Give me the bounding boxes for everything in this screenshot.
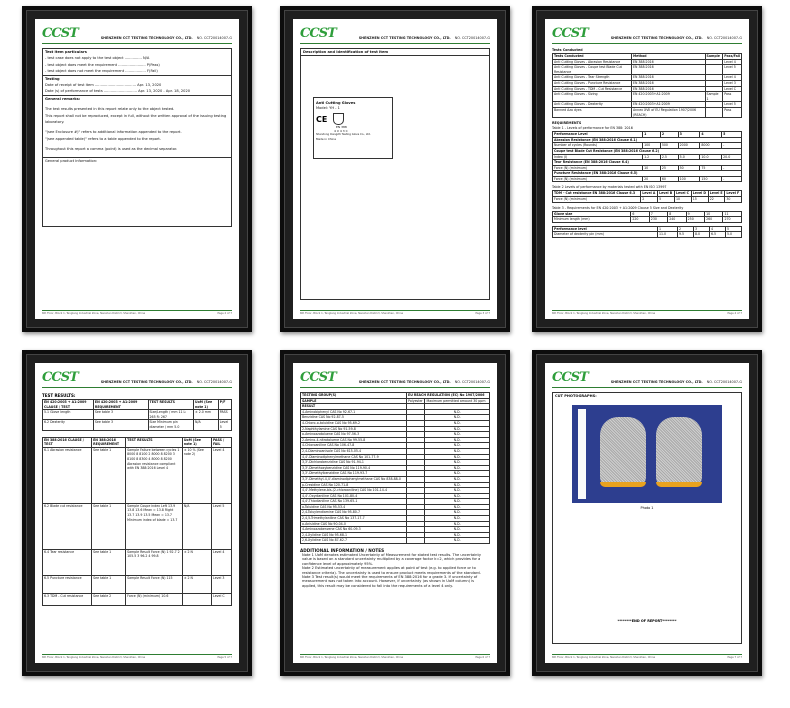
remarks-line: "(see Enclosure #)" refers to additional information appended to the report. xyxy=(45,130,182,135)
table-row: 4,4'-Methylene-bis-(2-chloroaniline) CAS No 101-14-4 N.D. xyxy=(301,488,490,494)
table-row: 4,4'-Thiodianiline CAS No 139-65-1 N.D. xyxy=(301,499,490,505)
particulars-line: - test object does not meet the requirement .................. F(Fail) xyxy=(45,69,158,74)
company-name: Shandong Xiangzhi Testing Glove Co., Ltd. xyxy=(316,133,371,137)
table-row: Force (N) (minimum) 10 25 50 75 - xyxy=(553,165,742,171)
photo-caption: Photo 1 xyxy=(640,506,654,511)
remarks-line: Throughout this report a comma (point) is used as the decimal separator. xyxy=(45,147,178,152)
table-row: 2,4-Diaminoanisole CAS No 615-05-4 N.D. xyxy=(301,448,490,454)
table-row: o-Toluidine CAS No 95-53-4 N.D. xyxy=(301,504,490,510)
table-row: 4,4'-Diaminodiphenylmethane CAS No 101-77-9 N.D. xyxy=(301,454,490,460)
page-frame-6 xyxy=(532,350,762,676)
table-row: 6.4 Tear resistance See table 1 Sample Result Force (N) 1 92.7 2 105.5 3 96.2 4 99.8 ± 2 N Level 4 xyxy=(43,549,232,575)
report-number: NO. CCT20014007-G xyxy=(454,379,490,384)
table-row: 4,4'-Oxydianiline CAS No 101-80-4 N.D. xyxy=(301,493,490,499)
testing-line: Date of receipt of test item .................................... Apr. 13, 2020 xyxy=(45,83,162,88)
test-results-title: TEST RESULTS: xyxy=(42,393,76,398)
table-row: o-Anisidine CAS No 90-04-0 N.D. xyxy=(301,521,490,527)
table-header-cell: Sample xyxy=(705,54,723,60)
testing-title: Testing xyxy=(45,76,60,81)
footer-page-number: Page 2 of 7 xyxy=(217,312,232,315)
tests-conducted-table xyxy=(552,53,742,118)
glove-photo xyxy=(572,405,722,503)
table-row: 2,4,5-Trimethylaniline CAS No 137-17-7 N.D. xyxy=(301,516,490,522)
org-name: SHENZHEN CCT TESTING TECHNOLOGY CO., LTD. xyxy=(358,35,451,40)
table-row: 6.2 Dexterity See table 3 Size Minimum pin diameter / mm 5.0 N/A Level 5 xyxy=(43,420,232,430)
performance-table: Performance Level 1 2 3 4 5 Abrasion Resistance (EN 388:2016 Clause 6.1) Number of cycles (Rounds) 100 500 2000 8000 - Coupe test Blade Cut Resistance (EN 388:2016 Clause 6.2) Index (I) 1.2 2.5 5.0 10.0 20.0 Tear Resistance (EN 388:2016 Clause 6.4) Force (N) (minimum) 10 25 50 75 - Puncture Resistance (EN 388:2016 Clause 6.5) Force (N) (minimum) 20 60 100 150 - xyxy=(552,131,742,182)
document-page-1 xyxy=(35,19,239,319)
table-row: Anti Cutting Gloves - Tear Strength EN 388:2016 Level 4 xyxy=(553,75,742,81)
table-row: o-Aminoazotoluene CAS No 97-56-3 N.D. xyxy=(301,432,490,438)
product-label xyxy=(313,97,393,159)
requirements-title: REQUIREMENTS xyxy=(552,121,582,126)
ce-mark-icon: CE xyxy=(316,114,328,124)
table-caption: Table 2 Levels of performance by materials tested with EN ISO 13997 xyxy=(552,185,667,190)
table-row: Force (N) (minimum) 20 60 100 150 - xyxy=(553,176,742,182)
table-row: Banned Azo dyes Annex XVII of EU Regulation 1907/2006 (REACH) Pass xyxy=(553,107,742,117)
table-row: 6.2 Blade cut resistance See table 1 Sample Coupe index Left 13.9 13.8 13.6 Mean = 13.8 Right 13.7 13.9 13.5 Mean = 13.7 Minimum index of blade = 13.7 N/A Level 5 xyxy=(43,503,232,549)
note-item: Note 1 UoM denotes estimated Uncertainty of Measurement for stated test results. The uncertainty value is based on a standard uncertainty multiplied by a coverage factor k=2, which provides for a confidence level of approximately 95%. xyxy=(302,553,481,566)
page-footer xyxy=(552,310,742,315)
note-item: Note 3 Test result(s) would meet the requirements of EN 388:2016 for a grade 3. If uncertainty of measurement was not taken into account. However, if uncertainty (as shown in UoM column) is applied, this result may be considered to fall into the requirements of a level 4 only. xyxy=(302,575,478,588)
product-name: Anti Cutting Gloves xyxy=(316,101,356,105)
cct-logo: CCST xyxy=(300,25,336,41)
footer-address: 6th Floor, Block 1, Tanglang Industrial Zone, Nanshan District, Shenzhen, China xyxy=(42,656,146,659)
en388-results-table: EN 388:2016 CLAUSE / TEST EN 388:2016 REQUIREMENT TEST RESULTS UoM (See note 1) PASS / FAIL 6.1 Abrasion resistance See table 1 Sample Failure between cycles 1 8000 8 8100 2 8000 8 8200 3 8100 8 8300 4 8000 8 8200 Abrasion resistance compliant with EN 388:2016 Level 4 ± 10 % (See note 2) Level 4 6.2 Blade cut resistance See table 1 Sample Coupe index Left 13.9 13.8 13.6 Mean = 13.8 Right 13.7 13.9 13.5 Mean = 13.7 Minimum index of blade = 13.7 N/A Level 5 6.4 Tear resistance See table 1 Sample Result Force (N) 1 92.7 2 105.5 3 96.2 4 99.8 ± 2 N Level 4 6.5 Puncture resistance See table 1 Sample Result Force (N) 115 ± 2 N Level 3 6.3 TDM - Cut resistance See table 2 Force (N) (minimum) 10.6 Level C xyxy=(42,437,232,606)
photo-box xyxy=(552,392,742,644)
cct-logo: CCST xyxy=(552,25,588,41)
org-name: SHENZHEN CCT TESTING TECHNOLOGY CO., LTD. xyxy=(100,35,193,40)
note-item: Note 2 Estimated uncertainty of measurement applies at point of test (e.g. to applied force or to resistance criteria). The uncertainty is used to ensure product meets requirements of the standard. xyxy=(302,566,481,575)
size-table: Glove size 6 7 8 9 10 11 Minimum length (mm) 220 230 240 250 260 270 xyxy=(552,211,742,223)
footer-address: 6th Floor, Block 1, Tanglang Industrial Zone, Nanshan District, Shenzhen, China xyxy=(300,656,404,659)
measuring-ruler xyxy=(578,409,586,499)
azo-dyes-table: TESTING GROUP(S) EU REACH REGULATION (EC) No 1907/2006 SAMPLE Polyester Maximum permitted amount 30 ppm RESULT 4-Aminobiphenyl CAS No 92-67-1 N.D. Benzidine CAS No 92-87-5 N.D. 4-Chloro-o-toluidine CAS No 95-69-2 N.D. 2-Naphthylamine CAS No 91-59-8 N.D. o-Aminoazotoluene CAS No 97-56-3 N.D. 2-Amino-4-nitrotoluene CAS No 99-55-8 N.D. 4-Chloroaniline CAS No 106-47-8 N.D. 2,4-Diaminoanisole CAS No 615-05-4 N.D. 4,4'-Diaminodiphenylmethane CAS No 101-77-9 N.D. 3,3'-Dichlorobenzidine CAS No 91-94-1 N.D. 3,3'-Dimethoxybenzidine CAS No 119-90-4 N.D. 3,3'-Dimethylbenzidine CAS No 119-93-7 N.D. 3,3'-Dimethyl-4,4'-diaminodiphenylmethane CAS No 838-88-0 N.D. p-Cresidine CAS No 120-71-8 N.D. 4,4'-Methylene-bis-(2-chloroaniline) CAS No 101-14-4 N.D. 4,4'-Oxydianiline CAS No 101-80-4 N.D. 4,4'-Thiodianiline CAS No 139-65-1 N.D. o-Toluidine CAS No 95-53-4 N.D. 2,4-Toluylendiamine CAS No 95-80-7 N.D. 2,4,5-Trimethylaniline CAS No 137-17-7 N.D. o-Anisidine CAS No 90-04-0 N.D. 4-Aminoazobenzene CAS No 60-09-3 N.D. 2,4-Xylidine CAS No 95-68-1 N.D. 2,6-Xylidine CAS No 87-62-7 N.D. xyxy=(300,392,490,544)
table-row: Puncture Resistance (EN 388:2016 Clause 6.5) xyxy=(553,171,742,177)
page-header xyxy=(42,369,232,388)
table-row: 4-Aminoazobenzene CAS No 60-09-3 N.D. xyxy=(301,527,490,533)
footer-page-number: Page 7 of 7 xyxy=(727,656,742,659)
table-header-cell: Tests Conducted xyxy=(553,54,632,60)
document-page-3 xyxy=(545,19,749,319)
footer-address: 6th Floor, Block 1, Tanglang Industrial Zone, Nanshan District, Shenzhen, China xyxy=(552,656,656,659)
notes-title: ADDITIONAL INFORMATION / NOTES xyxy=(300,548,385,554)
tests-conducted-title: Tests Conducted xyxy=(552,48,583,52)
document-page-4 xyxy=(35,363,239,663)
page-header xyxy=(300,369,490,388)
left-glove-image xyxy=(600,417,646,487)
table-row: 5.1 Glove length See table 3 Size/Length / mm 11 L: 265 R: 267 ± 2.0 mm PASS xyxy=(43,410,232,420)
table-caption: Table 3 - Requirements for EN 420:2003 + A1:2009 Clause 5 Size and Dexterity xyxy=(552,205,684,210)
right-glove-image xyxy=(656,417,702,487)
cct-logo: CCST xyxy=(552,369,588,385)
page-frame-1 xyxy=(22,6,252,332)
page-header xyxy=(42,25,232,44)
table-row: 4-Chloroaniline CAS No 106-47-8 N.D. xyxy=(301,443,490,449)
table-row: Anti Cutting Gloves - Abrasion Resistance EN 388:2016 Level 4 xyxy=(553,59,742,65)
table-row: p-Cresidine CAS No 120-71-8 N.D. xyxy=(301,482,490,488)
table-caption: Table 1 - Levels of performance for EN 388: 2016 xyxy=(552,126,633,131)
table-row: Anti Cutting Gloves - TDM - Cut Resistance EN 388:2016 Level C xyxy=(553,86,742,92)
table-row: 2-Amino-4-nitrotoluene CAS No 99-55-8 N.D. xyxy=(301,437,490,443)
table-row: 3,3'-Dimethyl-4,4'-diaminodiphenylmethane CAS No 838-88-0 N.D. xyxy=(301,476,490,482)
testing-line: Date (s) of performance of tests ............................. Apr. 13, 2020 - Apr. 18, 2020 xyxy=(45,89,191,94)
table-row: 3,3'-Dimethoxybenzidine CAS No 119-90-4 N.D. xyxy=(301,465,490,471)
page-header xyxy=(552,369,742,388)
notes-list xyxy=(300,553,490,588)
document-page-6 xyxy=(545,363,749,663)
page-frame-4 xyxy=(22,350,252,676)
page-header xyxy=(552,25,742,44)
page-frame-2 xyxy=(280,6,510,332)
cct-logo: CCST xyxy=(300,369,336,385)
page-footer xyxy=(42,654,232,659)
page-frame-3 xyxy=(532,6,762,332)
remarks-line: "(see appended table)" refers to a table appended to the report. xyxy=(45,136,161,141)
particulars-box xyxy=(42,48,232,227)
product-model: Model: YH - 1 xyxy=(316,106,340,111)
particulars-line: - test case does not apply to the test object ............... N/A xyxy=(45,56,150,61)
table-row: 6.3 TDM - Cut resistance See table 2 Force (N) (minimum) 10.6 Level C xyxy=(43,593,232,605)
footer-page-number: Page 4 of 7 xyxy=(727,312,742,315)
table-row: Anti Cutting Gloves - Coupe test Blade Cut Resistance EN 388:2016 Level 5 xyxy=(553,65,742,75)
tdm-table: TDM - Cut resistance EN 388:2016 Clause 6.3 Level A Level B Level C Level D Level E Level F Force (N) (minimum) 2 5 10 15 22 30 xyxy=(552,190,742,202)
remarks-title: General remarks: xyxy=(45,96,81,101)
table-row: 2,6-Xylidine CAS No 87-62-7 N.D. xyxy=(301,538,490,544)
en-standard: EN 388 xyxy=(336,125,347,130)
footer-address: 6th Floor, Block 1, Tanglang Industrial Zone, Nanshan District, Shenzhen, China xyxy=(300,312,404,315)
particulars-title: Test item particulars xyxy=(45,50,87,54)
footer-page-number: Page 5 of 7 xyxy=(217,656,232,659)
table-row: Index (I) 1.2 2.5 5.0 10.0 20.0 xyxy=(553,154,742,160)
page-header xyxy=(300,25,490,44)
table-row: Anti Cutting Gloves - Puncture Resistance EN 388:2016 Level 3 xyxy=(553,80,742,86)
description-title: Description and identification of test item xyxy=(303,50,389,54)
cct-logo: CCST xyxy=(42,369,78,385)
en420-results-table: EN 420:2003 + A1:2009 CLAUSE / TEST EN 420:2003 + A1:2009 REQUIREMENT TEST RESULTS UoM (See note 1) P/F 5.1 Glove length See table 3 Size/Length / mm 11 L: 265 R: 267 ± 2.0 mm PASS 6.2 Dexterity See table 3 Size Minimum pin diameter / mm 5.0 N/A Level 5 xyxy=(42,399,232,431)
table-row: 3,3'-Dichlorobenzidine CAS No 91-94-1 N.D. xyxy=(301,460,490,466)
page-footer xyxy=(300,654,490,659)
particulars-line: - test object does meet the requirement ........................ P(Pass) xyxy=(45,62,160,67)
report-number: NO. CCT20014007-G xyxy=(706,35,742,40)
table-row: 2,4-Toluylendiamine CAS No 95-80-7 N.D. xyxy=(301,510,490,516)
report-number: NO. CCT20014007-G xyxy=(706,379,742,384)
remarks-line: The test results presented in this report relate only to the object tested. xyxy=(45,107,175,112)
table-row: 6.5 Puncture resistance See table 1 Sample Result Force (N) 115 ± 2 N Level 3 xyxy=(43,575,232,593)
report-number: NO. CCT20014007-G xyxy=(196,35,232,40)
dexterity-table: Performance level 1 2 3 4 5 Diameter of dexterity pin (mm) 11.0 9.5 8.0 6.5 5.0 xyxy=(552,226,742,238)
end-of-report: ********END OF REPORT******** xyxy=(617,619,677,624)
table-row: Diameter of dexterity pin (mm) 11.0 9.5 8.0 6.5 5.0 xyxy=(553,232,742,238)
remarks-line: laboratory. xyxy=(45,120,65,125)
org-name: SHENZHEN CCT TESTING TECHNOLOGY CO., LTD. xyxy=(610,35,703,40)
table-row: 6.1 Abrasion resistance See table 1 Sample Failure between cycles 1 8000 8 8100 2 8000 8 8200 3 8100 8 8300 4 8000 8 8200 Abrasion resistance compliant with EN 388:2016 Level 4 ± 10 % (See note 2) Level 4 xyxy=(43,447,232,503)
page-footer xyxy=(42,310,232,315)
table-row: 2-Naphthylamine CAS No 91-59-8 N.D. xyxy=(301,426,490,432)
table-row: 4-Chloro-o-toluidine CAS No 95-69-2 N.D. xyxy=(301,420,490,426)
table-row: Number of cycles (Rounds) 100 500 2000 8000 - xyxy=(553,143,742,149)
footer-page-number: Page 3 of 7 xyxy=(475,312,490,315)
page-footer xyxy=(552,654,742,659)
document-page-2 xyxy=(293,19,497,319)
footer-page-number: Page 6 of 7 xyxy=(475,656,490,659)
table-header-cell: Method xyxy=(631,54,705,60)
table-row: Benzidine CAS No 92-87-5 N.D. xyxy=(301,415,490,421)
report-number: NO. CCT20014007-G xyxy=(196,379,232,384)
document-page-5 xyxy=(293,363,497,663)
table-row: 2,4-Xylidine CAS No 95-68-1 N.D. xyxy=(301,532,490,538)
page-frame-5 xyxy=(280,350,510,676)
footer-address: 6th Floor, Block 1, Tanglang Industrial Zone, Nanshan District, Shenzhen, China xyxy=(42,312,146,315)
photographs-title: CUT PHOTOGRAPHS: xyxy=(555,394,597,398)
org-name: SHENZHEN CCT TESTING TECHNOLOGY CO., LTD. xyxy=(358,379,451,384)
table-row: Minimum length (mm) 220 230 240 250 260 270 xyxy=(553,217,742,223)
table-row: 3,3'-Dimethylbenzidine CAS No 119-93-7 N.D. xyxy=(301,471,490,477)
table-row: Coupe test Blade Cut Resistance (EN 388:2016 Clause 6.2) xyxy=(553,148,742,154)
table-row: Tear Resistance (EN 388:2016 Clause 6.4) xyxy=(553,160,742,166)
table-header-cell: Pass/Fail xyxy=(724,54,740,58)
table-row: Anti Cutting Gloves - Sizing EN 420:2003+A1:2009 Sample 1 Pass xyxy=(553,92,742,102)
table-row: Abrasion Resistance (EN 388:2016 Clause 6.1) xyxy=(553,137,742,143)
table-row: 4-Aminobiphenyl CAS No 92-67-1 N.D. xyxy=(301,409,490,415)
report-number: NO. CCT20014007-G xyxy=(454,35,490,40)
description-box xyxy=(300,48,490,300)
performance-code: 4 X 4 3 C xyxy=(334,129,348,134)
table-row: Anti Cutting Gloves - Dexterity EN 420:2003+A1:2009 Level 5 xyxy=(553,102,742,108)
org-name: SHENZHEN CCT TESTING TECHNOLOGY CO., LTD. xyxy=(610,379,703,384)
footer-address: 6th Floor, Block 1, Tanglang Industrial Zone, Nanshan District, Shenzhen, China xyxy=(552,312,656,315)
page-footer xyxy=(300,310,490,315)
product-info-label: General product information: xyxy=(45,158,98,163)
cct-logo: CCST xyxy=(42,25,78,41)
made-in: Made in China xyxy=(316,137,336,142)
table-row: Force (N) (minimum) 2 5 10 15 22 30 xyxy=(553,197,742,203)
remarks-line: This report shall not be reproduced, except in full, without the written approval of the issuing testing xyxy=(45,113,227,118)
org-name: SHENZHEN CCT TESTING TECHNOLOGY CO., LTD. xyxy=(100,379,193,384)
hand-shield-icon xyxy=(333,113,344,125)
